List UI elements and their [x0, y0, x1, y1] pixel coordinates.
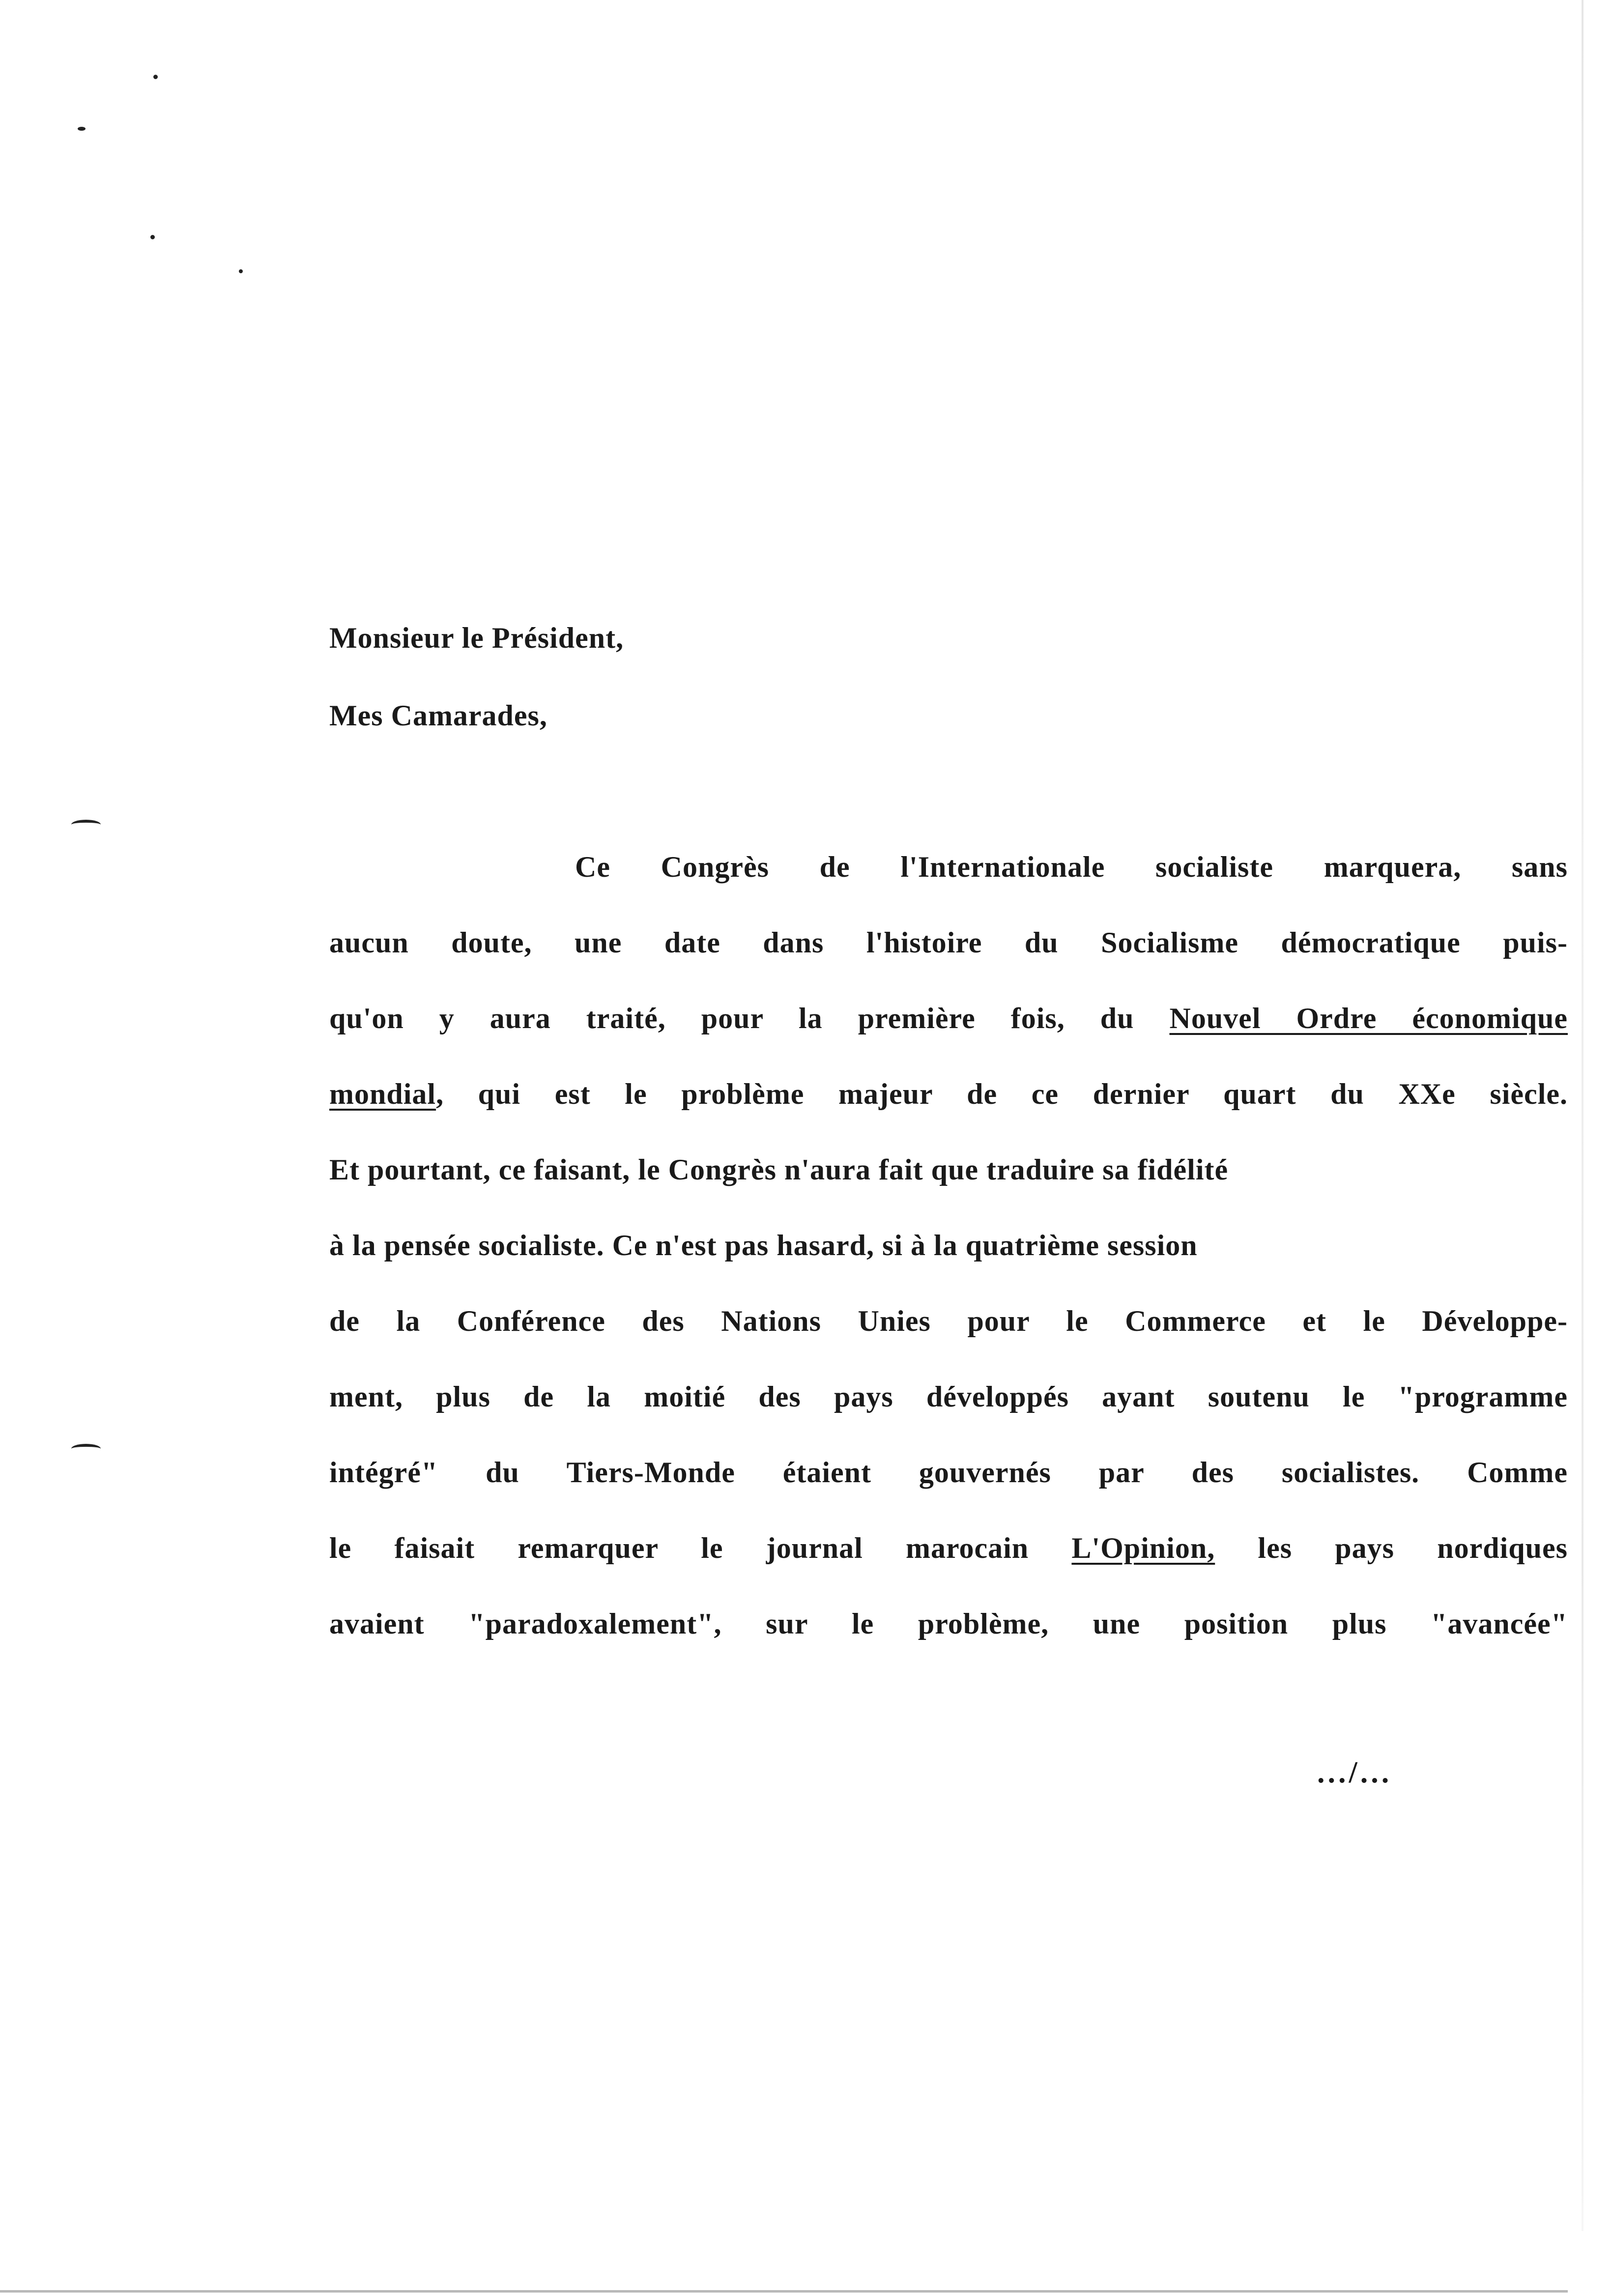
paragraph-line — [329, 1079, 1568, 1109]
paragraph-line: aucun doute, une date dans l'histoire du Socialisme démocratique puis- — [329, 926, 1568, 959]
paragraph-line: avaient "paradoxalement", sur le problème, une position plus "avancée" — [329, 1607, 1568, 1640]
paragraph-line — [329, 1533, 1568, 1563]
scan-edge — [1582, 0, 1583, 2231]
paragraph-text: les pays nordiques — [1215, 1532, 1568, 1564]
paragraph-line: Et pourtant, ce faisant, le Congrès n'aura fait que traduire sa fidélité — [329, 1153, 1229, 1186]
scan-speck — [150, 235, 155, 239]
paragraph-text: , qui est le problème majeur de ce dernier quart du XXe siècle. — [436, 1078, 1568, 1110]
paragraph-text: qu'on y aura traité, pour la première fois, du — [329, 1002, 1170, 1034]
paragraph-line: ment, plus de la moitié des pays développés ayant soutenu le "programme — [329, 1380, 1568, 1413]
paragraph-text: le faisait remarquer le journal marocain — [329, 1532, 1072, 1564]
paragraph-line: intégré" du Tiers-Monde étaient gouvernés par des socialistes. Comme — [329, 1456, 1568, 1489]
scan-speck — [239, 269, 243, 273]
salutation-line: Monsieur le Président, — [329, 622, 624, 654]
scan-edge — [0, 2290, 1568, 2293]
paragraph-line — [329, 1004, 1568, 1033]
scan-speck — [78, 127, 86, 131]
underlined-title: mondial — [329, 1078, 436, 1110]
scan-mark — [71, 820, 101, 830]
scan-mark — [71, 1444, 101, 1454]
paragraph-line: à la pensée socialiste. Ce n'est pas hasard, si à la quatrième session — [329, 1229, 1198, 1262]
underlined-title: Nouvel Ordre économique — [1169, 1002, 1568, 1034]
scan-speck — [153, 75, 158, 79]
salutation-line: Mes Camarades, — [329, 699, 547, 732]
paragraph-line: Ce Congrès de l'Internationale socialiste marquera, sans — [575, 851, 1568, 883]
underlined-newspaper-title: L'Opinion, — [1071, 1532, 1215, 1564]
continuation-mark: .../... — [1317, 1756, 1392, 1789]
paragraph-line: de la Conférence des Nations Unies pour le Commerce et le Développe- — [329, 1305, 1568, 1337]
